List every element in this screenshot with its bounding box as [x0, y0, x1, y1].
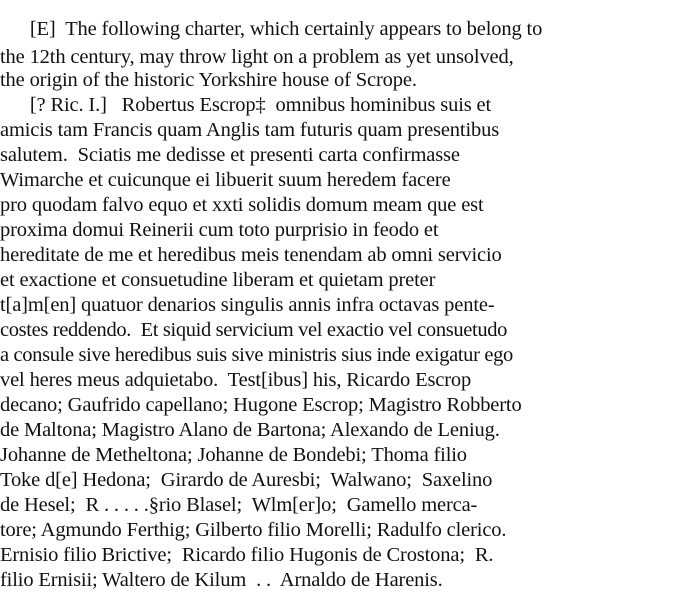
text-line: de Maltona; Magistro Alano de Bartona; Alexando de Leniug.: [0, 419, 500, 441]
text-line: filio Ernisii; Waltero de Kilum . . Arnaldo de Harenis.: [0, 569, 443, 591]
text-line: Johanne de Metheltona; Johanne de Bondebi; Thoma filio: [0, 444, 467, 466]
text-line: vel heres meus adquietabo. Test[ibus] his, Ricardo Escrop: [0, 369, 472, 391]
text-line: hereditate de me et heredibus meis tenendam ab omni servicio: [0, 244, 502, 266]
text-line: Ernisio filio Brictive; Ricardo filio Hugonis de Crostona; R.: [0, 544, 494, 566]
text-line: pro quodam falvo equo et xxti solidis domum meam que est: [0, 194, 484, 216]
text-line: costes reddendo. Et siquid servicium vel exactio vel consuetudo: [0, 319, 508, 341]
text-line: salutem. Sciatis me dedisse et presenti carta confirmasse: [0, 144, 460, 166]
text-line: proxima domui Reinerii cum toto purprisio in feodo et: [0, 219, 439, 241]
text-line: a consule sive heredibus suis sive ministris sius inde exigatur ego: [0, 344, 513, 366]
text-line: [? Ric. I.] Robertus Escrop‡ omnibus hominibus suis et: [0, 94, 492, 116]
text-line: the 12th century, may throw light on a problem as yet unsolved,: [0, 46, 514, 68]
text-line: tore; Agmundo Ferthig; Gilberto filio Morelli; Radulfo clerico.: [0, 519, 507, 541]
text-line: decano; Gaufrido capellano; Hugone Escrop; Magistro Robberto: [0, 394, 522, 416]
text-line: et exactione et consuetudine liberam et quietam preter: [0, 269, 436, 291]
text-line: Wimarche et cuicunque ei libuerit suum heredem facere: [0, 169, 451, 191]
text-line: de Hesel; R . . . . .§rio Blasel; Wlm[er]o; Gamello merca-: [0, 494, 478, 516]
text-line: t[a]m[en] quatuor denarios singulis annis infra octavas pente-: [0, 294, 495, 316]
text-line: Toke d[e] Hedona; Girardo de Auresbi; Walwano; Saxelino: [0, 469, 493, 491]
text-line: the origin of the historic Yorkshire house of Scrope.: [0, 69, 417, 91]
text-line: [E] The following charter, which certainly appears to belong to: [0, 18, 543, 40]
text-line: amicis tam Francis quam Anglis tam futuris quam presentibus: [0, 119, 500, 141]
